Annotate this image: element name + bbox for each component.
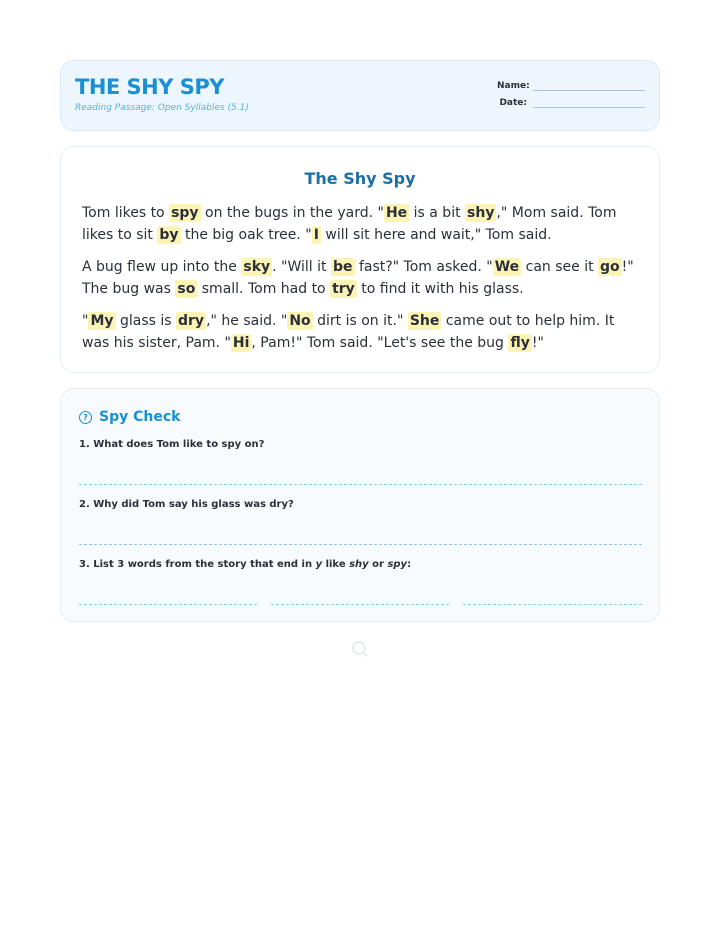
story-paragraph: [82, 202, 642, 246]
highlighted-word: We: [494, 259, 520, 275]
highlighted-word: My: [90, 313, 114, 329]
highlighted-word: go: [600, 259, 620, 275]
highlighted-word: She: [409, 313, 440, 329]
highlighted-word: sky: [243, 259, 271, 275]
story-paragraph: [82, 256, 642, 300]
highlighted-word: No: [289, 313, 311, 329]
question-2: 2. Why did Tom say his glass was dry?: [79, 499, 294, 510]
highlighted-word: shy: [467, 205, 495, 221]
story-text: . "Will it: [272, 259, 331, 275]
story-text: ," Mom said. Tom likes to sit: [82, 205, 617, 243]
highlighted-word: dry: [178, 313, 205, 329]
highlighted-word: so: [177, 281, 196, 297]
story-card: [60, 146, 660, 373]
story-text: to find it with his glass.: [356, 281, 524, 297]
story-text: glass is: [115, 313, 176, 329]
story-title: The Shy Spy: [304, 169, 416, 188]
spy-check-heading: [79, 409, 180, 425]
question-emphasis: shy: [349, 559, 369, 570]
story-text: fast?" Tom asked. ": [354, 259, 493, 275]
magnifier-icon: [351, 640, 369, 658]
highlighted-word: be: [332, 259, 353, 275]
question-emphasis: spy: [387, 559, 408, 570]
question-circle-icon: ?: [79, 411, 92, 424]
name-field[interactable]: [497, 81, 645, 91]
worksheet-header: [60, 60, 660, 131]
question-text: like: [322, 559, 350, 570]
answer-line-3b[interactable]: [271, 604, 449, 605]
story-text: on the bugs in the yard. ": [200, 205, 384, 221]
date-line[interactable]: [533, 107, 645, 108]
story-text: !": [531, 335, 544, 351]
highlighted-word: try: [332, 281, 355, 297]
story-text: small. Tom had to: [197, 281, 331, 297]
highlighted-word: I: [313, 227, 319, 243]
spy-check-title: Spy Check: [99, 409, 181, 425]
story-text: Tom likes to: [82, 205, 170, 221]
highlighted-word: fly: [510, 335, 530, 351]
highlighted-word: by: [159, 227, 179, 243]
story-text: dirt is on it.": [312, 313, 408, 329]
highlighted-word: spy: [171, 205, 199, 221]
story-text: , Pam!" Tom said. "Let's see the bug: [251, 335, 509, 351]
highlighted-word: He: [385, 205, 408, 221]
story-text: came out to help him. It was his sister, Pam. ": [82, 313, 615, 351]
story-paragraph: [82, 310, 642, 354]
name-label: Name:: [497, 81, 530, 91]
answer-line-1[interactable]: [79, 484, 642, 485]
question-text: or: [368, 559, 388, 570]
answer-line-3a[interactable]: [79, 604, 257, 605]
date-label: Date:: [499, 98, 527, 108]
question-3: [79, 559, 411, 570]
story-text: A bug flew up into the: [82, 259, 242, 275]
story-text: the big oak tree. ": [180, 227, 312, 243]
worksheet-subtitle: Reading Passage: Open Syllables (5.1): [75, 103, 249, 113]
question-1: 1. What does Tom like to spy on?: [79, 439, 265, 450]
story-text: is a bit: [409, 205, 466, 221]
question-text: :: [407, 559, 412, 570]
name-line[interactable]: [533, 90, 645, 91]
question-emphasis: y: [315, 559, 323, 570]
answer-line-3c[interactable]: [463, 604, 642, 605]
worksheet-title: THE SHY SPY: [75, 75, 224, 99]
story-text: ," he said. ": [206, 313, 288, 329]
question-text: 3. List 3 words from the story that end in: [79, 559, 316, 570]
story-body: [82, 202, 642, 364]
spy-check-card: [60, 388, 660, 622]
highlighted-word: Hi: [232, 335, 250, 351]
story-text: !" The bug was: [82, 259, 634, 297]
date-field[interactable]: [497, 98, 645, 108]
answer-line-2[interactable]: [79, 544, 642, 545]
story-text: can see it: [521, 259, 599, 275]
story-text: ": [82, 313, 89, 329]
story-text: will sit here and wait," Tom said.: [320, 227, 552, 243]
